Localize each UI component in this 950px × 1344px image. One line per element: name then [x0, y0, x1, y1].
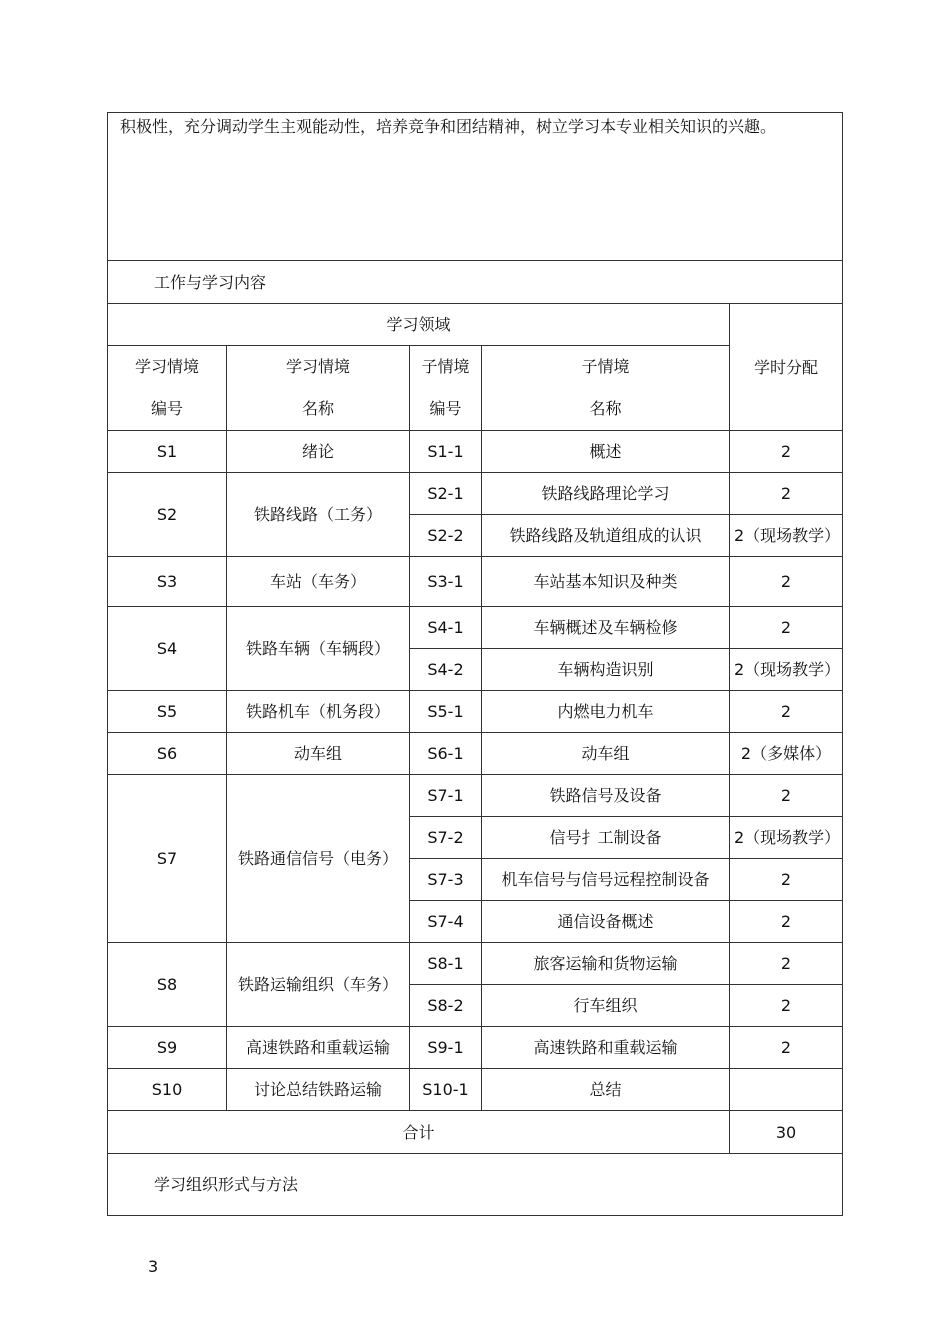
- hours-cell: 2: [730, 557, 843, 607]
- sub-situation-name: 信号扌工制设备: [482, 817, 730, 859]
- header-sub-name: [482, 346, 730, 431]
- sub-situation-id: S7-3: [410, 859, 482, 901]
- header-hours: 学时分配: [730, 304, 843, 431]
- header-situation-name: [227, 346, 410, 431]
- hours-cell: 2（现场教学）: [730, 817, 843, 859]
- sub-situation-name: 车辆概述及车辆检修: [482, 607, 730, 649]
- sub-situation-name: 车辆构造识别: [482, 649, 730, 691]
- sub-situation-id: S4-1: [410, 607, 482, 649]
- course-table: [107, 112, 843, 1216]
- sub-situation-name: 内燃电力机车: [482, 691, 730, 733]
- situation-name: 讨论总结铁路运输: [227, 1069, 410, 1111]
- sub-situation-id: S2-1: [410, 473, 482, 515]
- situation-id: S5: [108, 691, 227, 733]
- situation-id: S7: [108, 775, 227, 943]
- situation-id: S4: [108, 607, 227, 691]
- total-label: 合计: [108, 1111, 730, 1154]
- table-row: [108, 473, 843, 515]
- sub-situation-id: S7-2: [410, 817, 482, 859]
- situation-id: S3: [108, 557, 227, 607]
- header-line: 学习情境: [134, 357, 199, 376]
- header-line: 名称: [301, 399, 334, 418]
- hours-cell: 2: [730, 985, 843, 1027]
- situation-id: S10: [108, 1069, 227, 1111]
- table-row: [108, 733, 843, 775]
- sub-situation-name: 铁路线路及轨道组成的认识: [482, 515, 730, 557]
- sub-situation-id: S10-1: [410, 1069, 482, 1111]
- hours-cell: 2: [730, 859, 843, 901]
- header-line: 编号: [150, 399, 183, 418]
- situation-name: 动车组: [227, 733, 410, 775]
- page-number: 3: [148, 1257, 159, 1276]
- sub-situation-id: S3-1: [410, 557, 482, 607]
- situation-name: 铁路车辆（车辆段）: [227, 607, 410, 691]
- situation-id: S8: [108, 943, 227, 1027]
- hours-cell: [730, 1069, 843, 1111]
- section-work-content: 工作与学习内容: [108, 261, 843, 304]
- hours-cell: 2（现场教学）: [730, 649, 843, 691]
- table-row: [108, 1027, 843, 1069]
- sub-situation-id: S7-1: [410, 775, 482, 817]
- sub-situation-name: 行车组织: [482, 985, 730, 1027]
- situation-name: 高速铁路和重载运输: [227, 1027, 410, 1069]
- situation-name: 绪论: [227, 431, 410, 473]
- sub-situation-id: S2-2: [410, 515, 482, 557]
- hours-cell: 2: [730, 901, 843, 943]
- hours-cell: 2: [730, 431, 843, 473]
- hours-cell: 2: [730, 943, 843, 985]
- header-situation-id: [108, 346, 227, 431]
- sub-situation-name: 旅客运输和货物运输: [482, 943, 730, 985]
- situation-name: 铁路通信信号（电务）: [227, 775, 410, 943]
- situation-name: 铁路机车（机务段）: [227, 691, 410, 733]
- situation-id: S9: [108, 1027, 227, 1069]
- sub-situation-name: 动车组: [482, 733, 730, 775]
- header-learning-domain: 学习领域: [108, 304, 730, 346]
- header-line: 编号: [429, 399, 462, 418]
- intro-text: 积极性，充分调动学生主观能动性，培养竞争和团结精神，树立学习本专业相关知识的兴趣。: [108, 113, 843, 261]
- hours-cell: 2: [730, 1027, 843, 1069]
- hours-cell: 2: [730, 775, 843, 817]
- situation-id: S1: [108, 431, 227, 473]
- sub-situation-name: 铁路线路理论学习: [482, 473, 730, 515]
- hours-cell: 2（多媒体）: [730, 733, 843, 775]
- sub-situation-name: 总结: [482, 1069, 730, 1111]
- situation-name: 车站（车务）: [227, 557, 410, 607]
- situation-id: S2: [108, 473, 227, 557]
- header-sub-id: [410, 346, 482, 431]
- sub-situation-name: 通信设备概述: [482, 901, 730, 943]
- sub-situation-name: 机车信号与信号远程控制设备: [482, 859, 730, 901]
- hours-cell: 2: [730, 691, 843, 733]
- situation-name: 铁路线路（工务）: [227, 473, 410, 557]
- header-line: 子情境: [581, 357, 630, 376]
- table-row: [108, 1069, 843, 1111]
- sub-situation-id: S9-1: [410, 1027, 482, 1069]
- sub-situation-id: S7-4: [410, 901, 482, 943]
- sub-situation-id: S5-1: [410, 691, 482, 733]
- header-line: 子情境: [421, 357, 470, 376]
- sub-situation-name: 车站基本知识及种类: [482, 557, 730, 607]
- sub-situation-name: 铁路信号及设备: [482, 775, 730, 817]
- sub-situation-id: S8-2: [410, 985, 482, 1027]
- header-line: 名称: [589, 399, 622, 418]
- hours-cell: 2: [730, 473, 843, 515]
- sub-situation-id: S6-1: [410, 733, 482, 775]
- section-method: 学习组织形式与方法: [108, 1154, 843, 1216]
- table-row: [108, 607, 843, 649]
- table-row: [108, 431, 843, 473]
- table-row: [108, 691, 843, 733]
- sub-situation-name: 高速铁路和重载运输: [482, 1027, 730, 1069]
- table-row: [108, 943, 843, 985]
- hours-cell: 2: [730, 607, 843, 649]
- total-value: 30: [730, 1111, 843, 1154]
- sub-situation-name: 概述: [482, 431, 730, 473]
- situation-id: S6: [108, 733, 227, 775]
- hours-cell: 2（现场教学）: [730, 515, 843, 557]
- situation-name: 铁路运输组织（车务）: [227, 943, 410, 1027]
- header-line: 学习情境: [285, 357, 350, 376]
- table-row: [108, 775, 843, 817]
- table-row: [108, 557, 843, 607]
- sub-situation-id: S8-1: [410, 943, 482, 985]
- sub-situation-id: S1-1: [410, 431, 482, 473]
- sub-situation-id: S4-2: [410, 649, 482, 691]
